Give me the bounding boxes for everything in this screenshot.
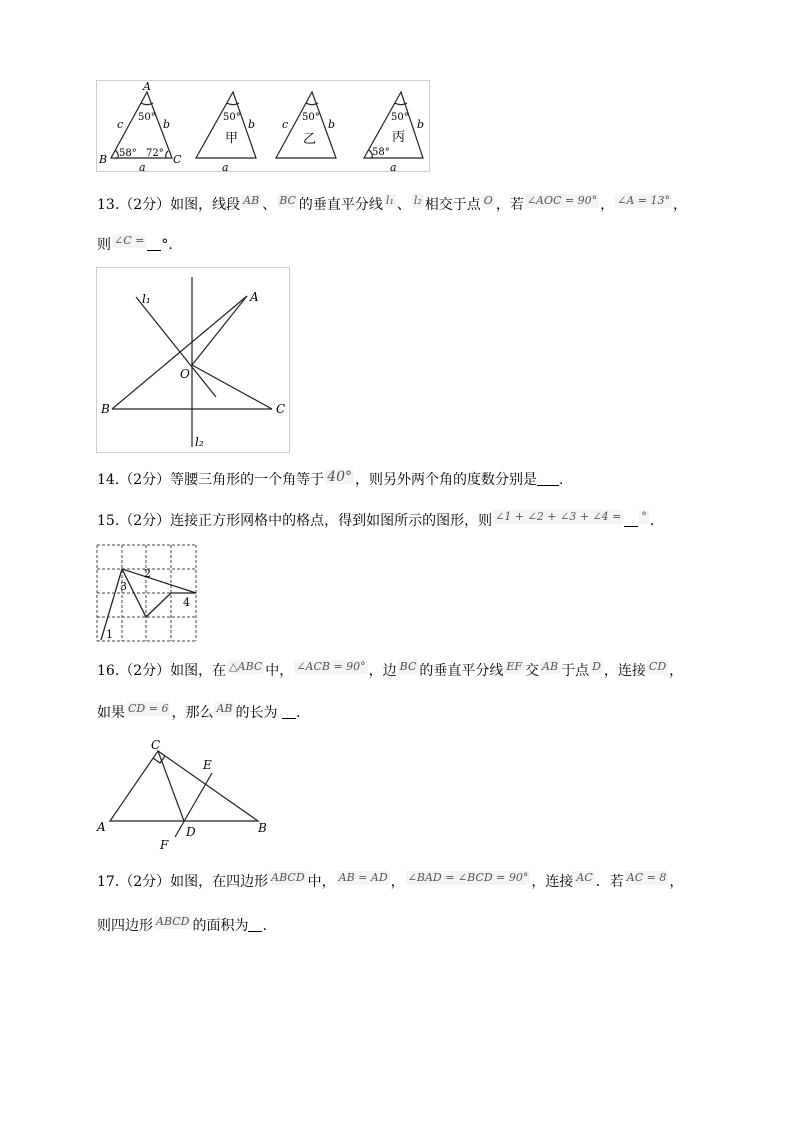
side-label: a: [390, 161, 397, 172]
label-E: E: [203, 758, 212, 772]
angle-3-label: 3: [120, 580, 127, 593]
grid-figure: [96, 544, 197, 643]
label-B: B: [101, 402, 110, 416]
label-F: F: [160, 838, 169, 852]
label-A: A: [250, 290, 259, 304]
question-16-line-2: 如果 CD = 6 ，那么 AB 的长为 .: [97, 702, 301, 721]
question-17-line-2: 则四边形 ABCD 的面积为 .: [97, 915, 267, 934]
label-B: B: [99, 153, 108, 166]
angle-label: 50°: [138, 112, 156, 123]
answer-blank[interactable]: [624, 512, 638, 527]
angle-1-label: 1: [106, 628, 113, 641]
triangles-figure: [96, 80, 430, 172]
side-label: c: [117, 118, 124, 131]
segment-CD: [158, 751, 184, 821]
question-13-line-1: 13.（2分）如图，线段 AB 、 BC 的垂直平分线 l₁ 、 l₂ 相交于点 O ，若 ∠AOC = 90° ， ∠A = 13° ，: [97, 194, 688, 213]
label-C: C: [173, 153, 182, 166]
triangle-mark: 乙: [303, 132, 317, 147]
angle-label: 58°: [372, 147, 390, 158]
label-O: O: [180, 367, 190, 381]
segment-BA: [112, 296, 247, 409]
label-A: A: [143, 80, 151, 93]
answer-blank[interactable]: [248, 917, 262, 932]
angle-2-label: 2: [144, 567, 151, 580]
triangle-mark: 甲: [225, 131, 239, 146]
question-14: 14.（2分）等腰三角形的一个角等于 40° ，则另外两个角的度数分别是 .: [97, 469, 564, 488]
label-l1: l₁: [142, 292, 151, 306]
answer-blank[interactable]: [147, 236, 161, 251]
label-C: C: [276, 402, 286, 416]
angle-label: 72°: [146, 148, 164, 159]
triangle-mark: 丙: [392, 130, 406, 145]
right-triangle-figure: [94, 737, 274, 853]
side-label: a: [222, 161, 229, 172]
label-B: B: [258, 821, 267, 835]
answer-blank[interactable]: [537, 471, 559, 486]
side-label: b: [328, 118, 336, 131]
side-label: b: [248, 118, 256, 131]
side-label: a: [139, 161, 146, 172]
segment-AO: [192, 296, 247, 365]
angle-label: 58°: [119, 148, 137, 159]
label-D: D: [186, 825, 196, 839]
answer-blank[interactable]: [282, 704, 296, 719]
side-label: b: [417, 118, 425, 131]
angle-label: 50°: [302, 112, 320, 123]
segment-OC: [192, 365, 272, 409]
angle-4-label: 4: [183, 596, 190, 609]
side-label: c: [282, 118, 289, 131]
side-label: b: [163, 118, 171, 131]
question-13-line-2: 则 ∠C = °.: [97, 234, 173, 253]
triangle-ABC: [110, 751, 258, 821]
question-15: 15.（2分）连接正方形网格中的格点，得到如图所示的图形，则 ∠1 + ∠2 + ∠3 + ∠4 = ° .: [97, 510, 655, 529]
line-l1: [136, 297, 216, 397]
question-17-line-1: 17.（2分）如图，在四边形 ABCD 中， AB = AD ， ∠BAD = ∠BCD = 90° ，连接 AC ．若 AC = 8 ，: [97, 871, 684, 890]
angle-label: 50°: [223, 112, 241, 123]
perpendicular-bisectors-figure: [96, 267, 290, 453]
question-16-line-1: 16.（2分）如图，在 △ABC 中， ∠ACB = 90° ，边 BC 的垂直平分线 EF 交 AB 于点 D ，连接 CD ，: [97, 660, 684, 679]
angle-label: 50°: [391, 112, 409, 123]
right-angle-mark: [153, 756, 165, 763]
label-l2: l₂: [195, 435, 204, 449]
triangle-jia: [196, 92, 256, 158]
label-A: A: [97, 820, 106, 834]
label-C: C: [151, 738, 161, 752]
